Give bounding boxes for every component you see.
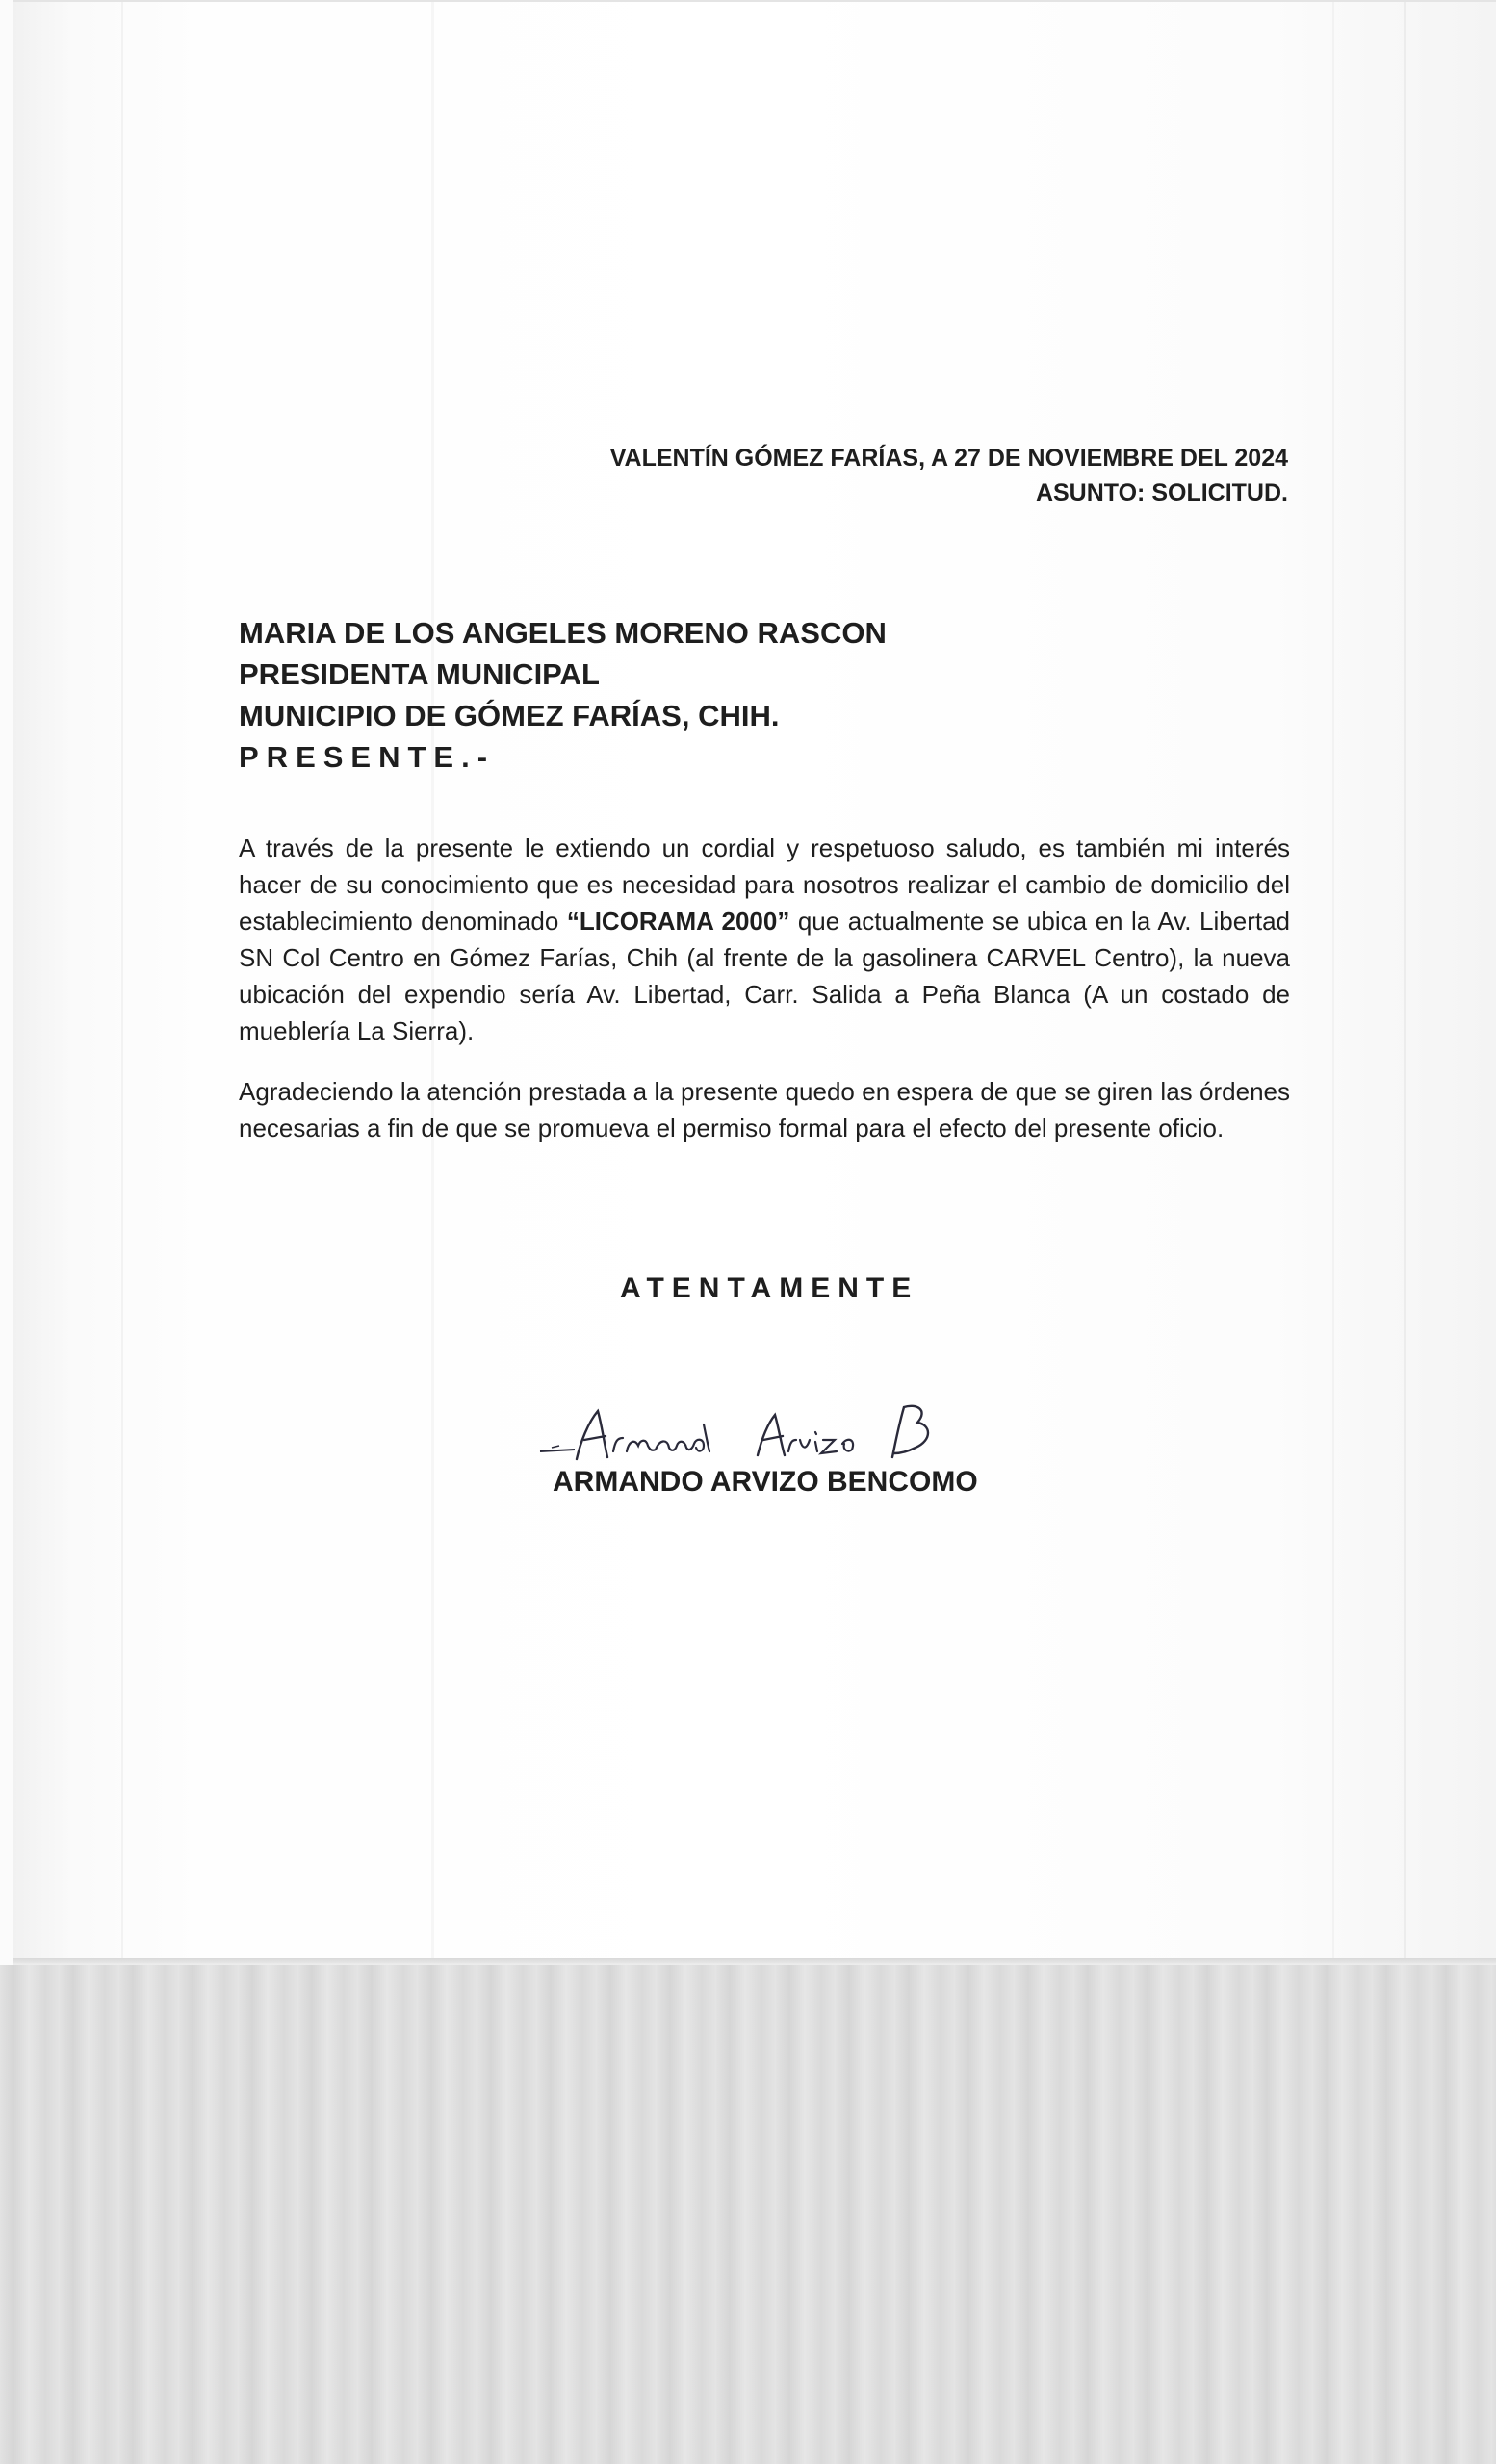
signer-name: ARMANDO ARVIZO BENCOMO [553,1466,978,1498]
recipient-block [239,612,1105,778]
scan-streak [121,2,123,1964]
recipient-name: MARIA DE LOS ANGELES MORENO RASCON [239,616,887,650]
paragraph-1-text-end: que actualmente se ubica en la Av. Libertad SN Col Centro en Gómez Farías, Chih (al frente de la gasolinera CARVEL Centro), la nueva ubicación del expendio sería Av. Libertad, Carr. Salida a Peña Blanca (A un costado de mueblería La Sierra). [239,907,1290,1045]
establishment-name: “LICORAMA 2000” [566,907,790,936]
closing-farewell: ATENTAMENTE [620,1272,919,1304]
scanner-backing [0,1965,1496,2464]
salutation: PRESENTE.- [239,740,496,774]
body-paragraph-1 [239,830,1290,1049]
paper-bottom-edge [13,1958,1496,1965]
body-paragraph-2: Agradeciendo la atención prestada a la presente quedo en espera de que se giren las órdenes necesarias a fin de que se promueva el permiso formal para el efecto del presente oficio. [239,1077,1290,1142]
place-date-line: VALENTÍN GÓMEZ FARÍAS, A 27 DE NOVIEMBRE DEL 2024 [609,445,1288,472]
subject-line: ASUNTO: SOLICITUD. [1035,479,1288,506]
paragraph-1-text-start: A través de la presente le extiendo un cordial y respetuoso saludo, es también mi interés hacer de su conocimiento que es necesidad para nosotros realizar el cambio de domicilio del establecimiento denominado [239,834,1290,936]
recipient-position: PRESIDENTA MUNICIPAL [239,657,600,691]
scan-margin-strip [0,0,13,1965]
date-subject-block [422,441,1288,510]
scan-streak [1332,2,1334,1964]
recipient-municipality: MUNICIPIO DE GÓMEZ FARÍAS, CHIH. [239,699,780,732]
handwritten-signature [534,1396,958,1473]
scan-streak [1404,2,1406,1964]
